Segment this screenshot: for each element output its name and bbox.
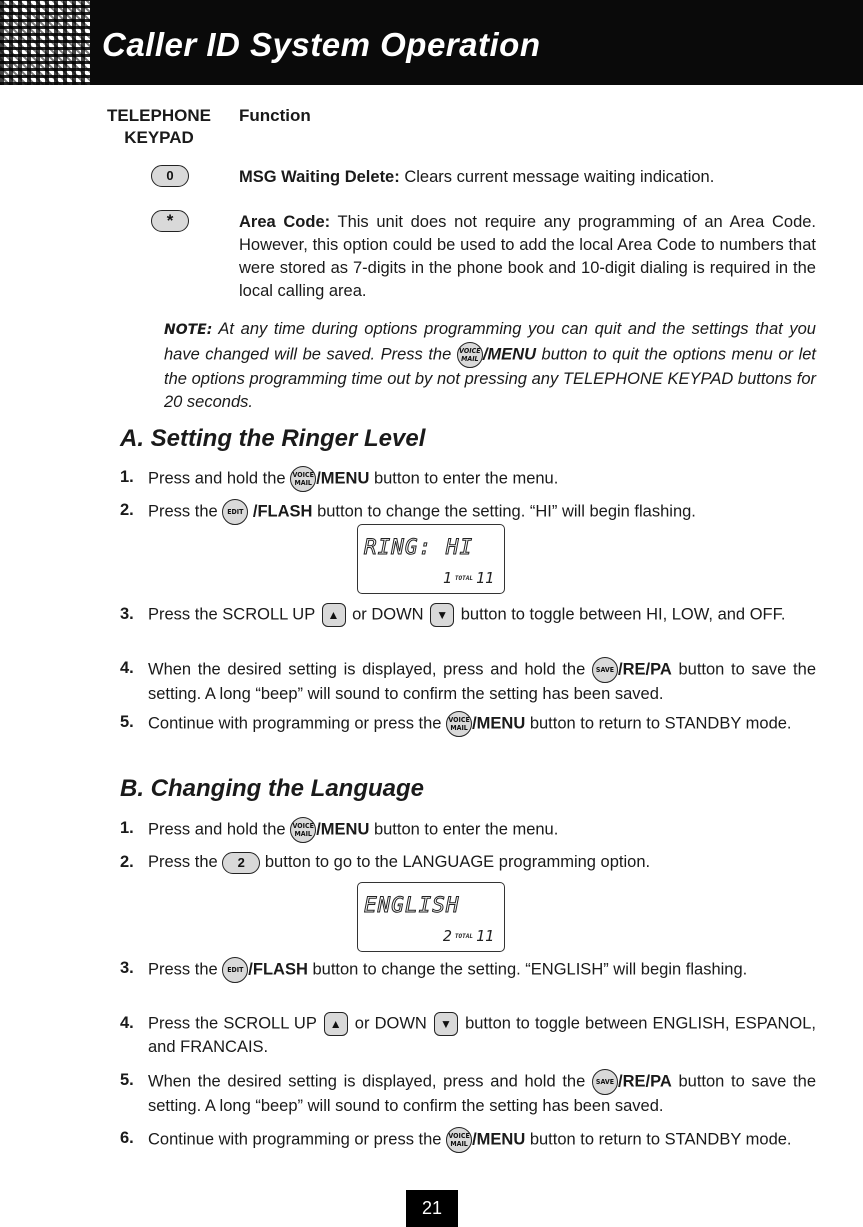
keypad-heading-line-2: KEYPAD (124, 128, 194, 147)
voicemail-key-icon (446, 711, 472, 737)
pause-label: /PA (645, 1072, 672, 1091)
note-text-b: button to quit the options menu or let the options programming time out by not pressing any TELEPHONE KEYPAD buttons for 20 seconds. (164, 345, 816, 411)
step-text: button to enter the menu. (369, 469, 559, 488)
header-bar (0, 0, 863, 85)
step-text: Press the SCROLL UP (148, 605, 320, 624)
edit-key-icon: EDIT (222, 957, 248, 983)
lcd-total: 11 (475, 927, 494, 945)
step-number: 1. (120, 819, 134, 837)
area-code-text: This unit does not require any programming of an Area Code. However, this option could be used to add the local Area Code to numbers that were stored as 7-digits in the phone book and 10-digit dialing is required in the local calling area. (239, 213, 817, 300)
save-key-icon: SAVE (592, 657, 618, 683)
step-number: 1. (120, 468, 134, 486)
section-b-step-1 (120, 817, 816, 843)
function-column-heading: Function (239, 106, 311, 125)
lcd-main-text: ENGLISH (364, 893, 460, 917)
lcd-total-label: TOTAL (454, 575, 473, 582)
msg-waiting-title: MSG Waiting Delete: (239, 168, 400, 186)
voicemail-key-icon (290, 466, 316, 492)
section-b-step-5 (120, 1069, 816, 1118)
voicemail-key-bottom: MAIL (461, 355, 479, 363)
page-number: 21 (406, 1190, 458, 1227)
note-label: NOTE: (164, 322, 213, 338)
lcd-main-text: RING: HI (364, 535, 474, 559)
note-menu-label: /MENU (482, 345, 536, 364)
step-number: 2. (120, 501, 134, 519)
step-text: button to toggle between ENGLISH, ESPANOL, and FRANCAIS. (148, 1014, 816, 1056)
step-number: 5. (120, 713, 134, 731)
section-a-step-2 (120, 499, 816, 525)
save-key-icon: SAVE (592, 1069, 618, 1095)
scroll-down-key-icon: ▼ (430, 603, 454, 627)
flash-label: /FLASH (252, 502, 313, 521)
voicemail-key-top: VOICE (459, 347, 481, 355)
section-a-step-1 (120, 466, 816, 492)
pause-label: /PA (645, 660, 672, 679)
step-text: button to change the setting. “HI” will begin flashing. (312, 502, 696, 521)
voicemail-key-bottom: MAIL (450, 724, 468, 732)
section-b-step-3 (120, 957, 816, 983)
section-a-title: A. Setting the Ringer Level (120, 425, 426, 452)
step-text: button to return to STANDBY mode. (525, 714, 792, 733)
flash-label: /FLASH (248, 960, 308, 979)
voicemail-key-bottom: MAIL (450, 1140, 468, 1148)
step-number: 4. (120, 1014, 134, 1032)
step-text: button to change the setting. “ENGLISH” will begin flashing. (307, 960, 748, 979)
step-text: When the desired setting is displayed, press and hold the (148, 660, 592, 679)
step-text: button to save the setting. A long “beep” will sound to confirm the setting has been saved. (148, 1072, 816, 1115)
section-b-step-6 (120, 1127, 816, 1153)
step-text: Press and hold the (148, 820, 291, 839)
voicemail-key-bottom: MAIL (294, 479, 312, 487)
page-title: Caller ID System Operation (102, 26, 541, 63)
area-code-description (239, 211, 816, 303)
header-pattern-graphic (0, 0, 90, 85)
star-key (151, 210, 189, 232)
lcd-display-ring (357, 524, 505, 594)
step-number: 2. (120, 853, 134, 871)
msg-waiting-text: Clears current message waiting indication. (399, 168, 715, 186)
step-text: Continue with programming or press the (148, 714, 447, 733)
menu-label: /MENU (316, 820, 370, 839)
zero-key (151, 165, 189, 187)
step-text: button to toggle between HI, LOW, and OFF. (456, 605, 786, 624)
step-text: or DOWN (347, 605, 429, 624)
section-a-step-4 (120, 657, 816, 706)
step-text: Press the (148, 960, 223, 979)
menu-label: /MENU (472, 714, 526, 733)
step-text: button to return to STANDBY mode. (525, 1130, 792, 1149)
step-text: Continue with programming or press the (148, 1130, 447, 1149)
options-note (164, 318, 816, 414)
step-text: or DOWN (349, 1014, 432, 1033)
step-number: 3. (120, 959, 134, 977)
two-key-icon: 2 (222, 852, 260, 874)
lcd-index: 1 (442, 569, 452, 587)
scroll-down-key-icon: ▼ (434, 1012, 458, 1036)
voicemail-key-bottom: MAIL (294, 830, 312, 838)
lcd-total-label: TOTAL (454, 933, 473, 940)
section-a-step-3 (120, 603, 816, 627)
keypad-column-heading (103, 106, 215, 148)
voicemail-key-icon (446, 1127, 472, 1153)
redial-label: /RE (617, 1072, 646, 1091)
lcd-total: 11 (475, 569, 494, 587)
lcd-counter (443, 927, 494, 945)
keypad-heading-line-1: TELEPHONE (107, 106, 211, 125)
section-b-step-4 (120, 1012, 816, 1059)
section-b-step-2 (120, 851, 816, 874)
step-text: button to go to the LANGUAGE programming option. (260, 853, 651, 871)
scroll-up-key-icon: ▲ (322, 603, 346, 627)
step-text: Press and hold the (148, 469, 291, 488)
edit-key-icon: EDIT (222, 499, 248, 525)
step-text: Press the SCROLL UP (148, 1014, 322, 1033)
menu-label: /MENU (316, 469, 370, 488)
msg-waiting-delete-description (239, 166, 816, 189)
step-text: Press the (148, 502, 223, 521)
redial-label: /RE (617, 660, 646, 679)
section-a-step-5 (120, 711, 816, 737)
step-number: 6. (120, 1129, 134, 1147)
lcd-counter (443, 569, 494, 587)
voicemail-key-icon (290, 817, 316, 843)
step-number: 3. (120, 605, 134, 623)
scroll-up-key-icon: ▲ (324, 1012, 348, 1036)
note-text-a: At any time during options programming you can quit and the settings that you have changed will be saved. Press the (164, 320, 816, 364)
step-text: button to enter the menu. (369, 820, 559, 839)
step-number: 5. (120, 1071, 134, 1089)
voicemail-key-icon (457, 342, 483, 368)
step-number: 4. (120, 659, 134, 677)
section-b-title: B. Changing the Language (120, 775, 424, 802)
menu-label: /MENU (472, 1130, 526, 1149)
lcd-display-language (357, 882, 505, 952)
lcd-index: 2 (442, 927, 452, 945)
voicemail-key-top: VOICE (448, 716, 470, 724)
step-text: Press the (148, 853, 223, 871)
area-code-title: Area Code: (239, 213, 331, 231)
step-text: When the desired setting is displayed, press and hold the (148, 1072, 592, 1091)
star-key-icon: * (151, 210, 189, 232)
voicemail-key-top: VOICE (292, 822, 314, 830)
voicemail-key-top: VOICE (292, 471, 314, 479)
step-text: button to save the setting. A long “beep” will sound to confirm the setting has been saved. (148, 660, 816, 703)
voicemail-key-top: VOICE (448, 1132, 470, 1140)
zero-key-icon: 0 (151, 165, 189, 187)
